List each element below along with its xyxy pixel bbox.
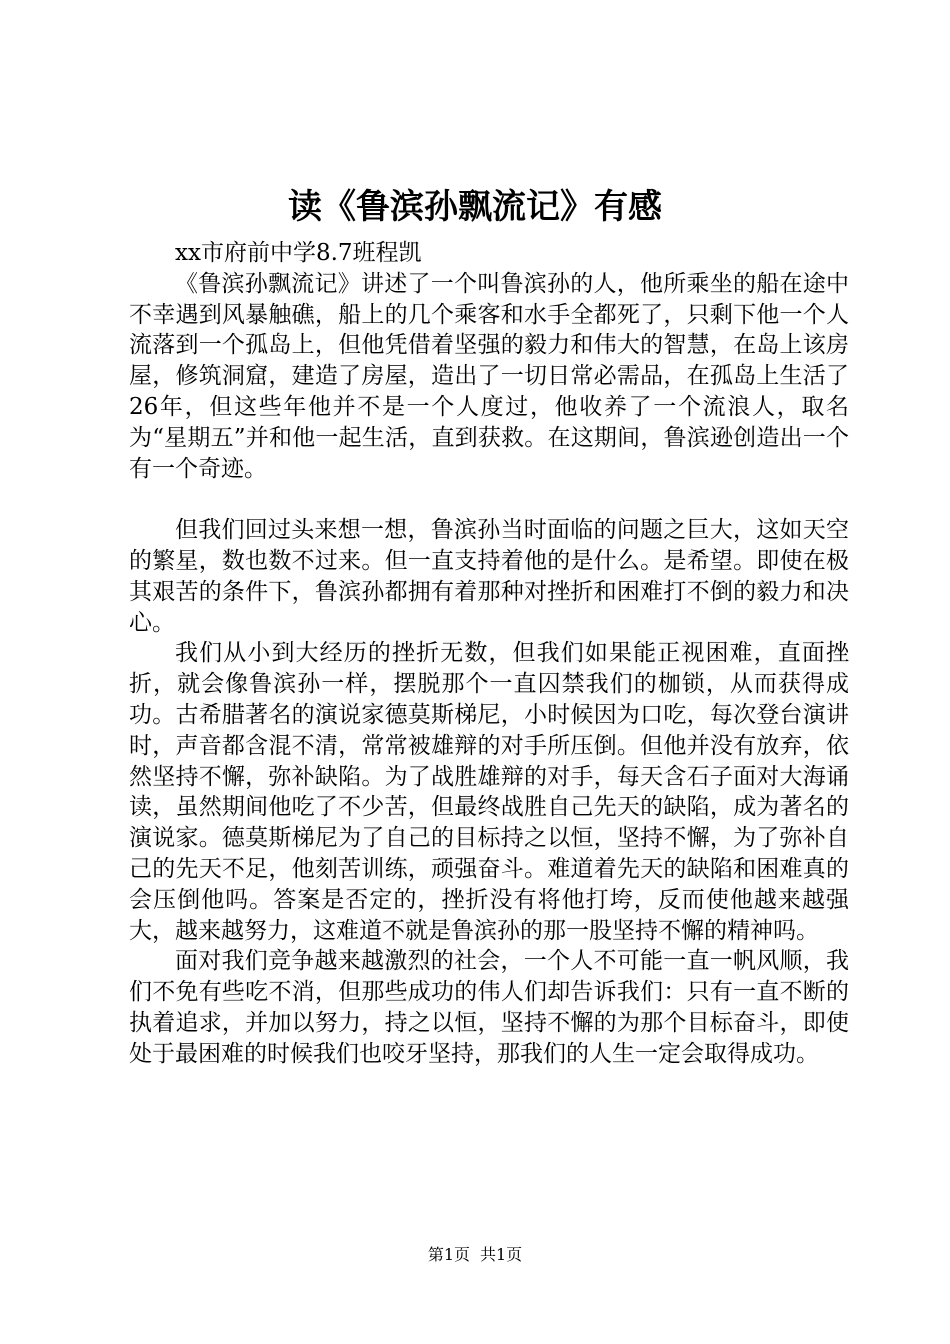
author-byline: xx市府前中学8.7班程凯 [175,240,422,266]
document-title: 读《鲁滨孙飘流记》有感 [288,187,662,227]
page-footer [0,1243,950,1267]
paragraph-3: 我们从小到大经历的挫折无数，但我们如果能正视困难，直面挫折，就会像鲁滨孙一样，摆脱那个一直囚禁我们的枷锁，从而获得成功。古希腊著名的演说家德莫斯梯尼，小时候因为口吃，每次登台演讲时，声音都含混不清，常常被雄辩的对手所压倒。但他并没有放弃，依然坚持不懈，弥补缺陷。为了战胜雄辩的对手，每天含石子面对大海诵读，虽然期间他吃了不少苦，但最终战胜自己先天的缺陷，成为著名的演说家。德莫斯梯尼为了自己的目标持之以恒，坚持不懈，为了弥补自己的先天不足，他刻苦训练，顽强奋斗。难道着先天的缺陷和困难真的会压倒他吗。答案是否定的，挫折没有将他打垮，反而使他越来越强大，越来越努力，这难道不就是鲁滨孙的那一股坚持不懈的精神吗。 [129,640,849,944]
paragraph-spacer [129,484,849,515]
document-body [129,238,849,1070]
page-number: 第1页 [427,1245,470,1264]
page-total: 共1页 [480,1245,523,1264]
paragraph-1: 《鲁滨孙飘流记》讲述了一个叫鲁滨孙的人，他所乘坐的船在途中不幸遇到风暴触礁，船上的几个乘客和水手全都死了，只剩下他一个人流落到一个孤岛上，但他凭借着坚强的毅力和伟大的智慧，在岛上该房屋，修筑洞窟，建造了房屋，造出了一切日常必需品，在孤岛上生活了26年，但这些年他并不是一个人度过，他收养了一个流浪人，取名为“星期五”并和他一起生活，直到获救。在这期间，鲁滨逊创造出一个有一个奇迹。 [129,270,849,482]
paragraph-2: 但我们回过头来想一想，鲁滨孙当时面临的问题之巨大，这如天空的繁星，数也数不过来。但一直支持着他的是什么。是希望。即使在极其艰苦的条件下，鲁滨孙都拥有着那种对挫折和困难打不倒的毅力和决心。 [129,517,849,636]
paragraph-4: 面对我们竞争越来越激烈的社会，一个人不可能一直一帆风顺，我们不免有些吃不消，但那些成功的伟人们却告诉我们：只有一直不断的执着追求，并加以努力，持之以恒，坚持不懈的为那个目标奋斗，即使处于最困难的时候我们也咬牙坚持，那我们的人生一定会取得成功。 [129,948,849,1067]
